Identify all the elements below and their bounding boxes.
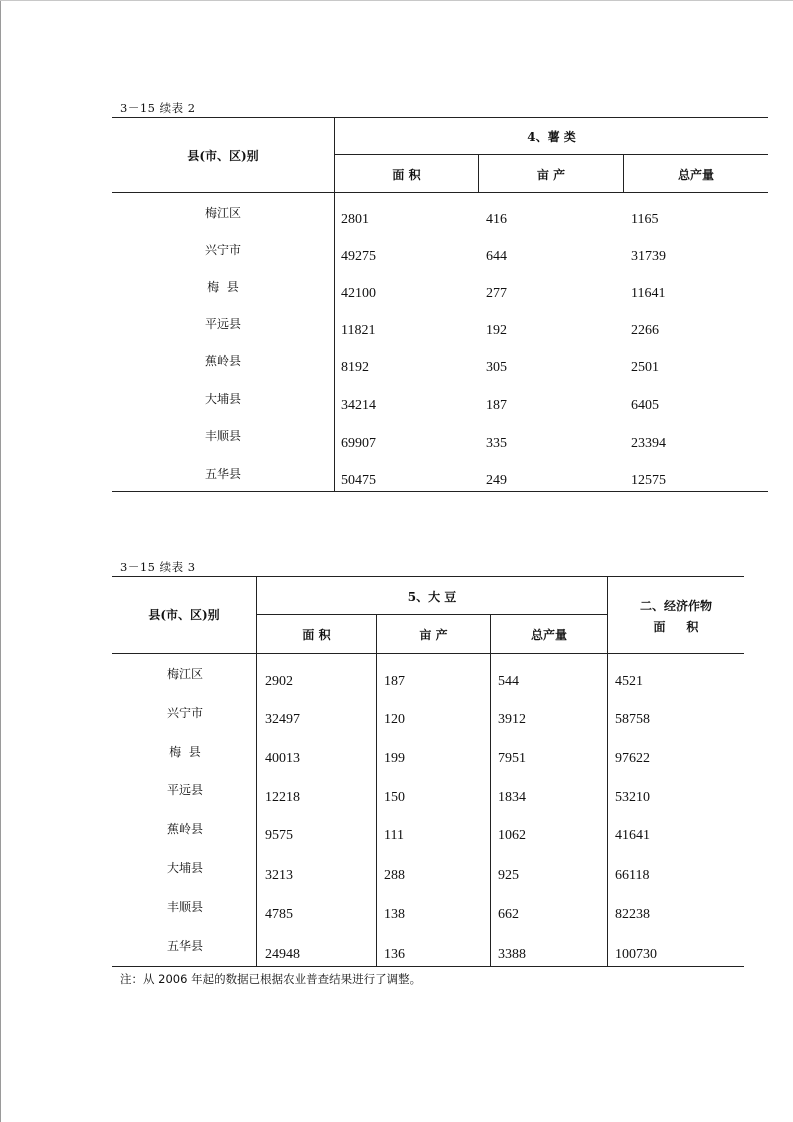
bottom-rule: [112, 966, 744, 967]
total-value: 2266: [631, 323, 659, 338]
county-name: 蕉岭县: [166, 822, 203, 836]
county-name: 五华县: [204, 467, 241, 481]
econ-area-value: 41641: [615, 828, 650, 843]
bottom-rule: [112, 491, 768, 492]
table-caption: 3－15 续表 2: [120, 101, 196, 115]
econ-area-value: 58758: [615, 712, 650, 727]
area-value: 12218: [265, 790, 300, 805]
county-name: 梅 县: [207, 280, 239, 294]
econ-area-value: 66118: [615, 868, 650, 883]
group-header-tubers: 4、薯 类: [527, 130, 576, 144]
area-value: 8192: [341, 360, 369, 375]
header-bottom-rule: [112, 653, 744, 654]
total-value: 23394: [631, 436, 666, 451]
total-value: 3388: [498, 947, 526, 962]
page-left-border: [0, 0, 1, 1122]
total-value: 1834: [498, 790, 526, 805]
column-divider: [376, 614, 377, 967]
yield-value: 136: [384, 947, 405, 962]
area-value: 40013: [265, 751, 300, 766]
county-name: 兴宁市: [166, 706, 203, 720]
total-value: 12575: [631, 473, 666, 488]
county-name: 大埔县: [166, 861, 203, 875]
col-header-total: 总产量: [677, 168, 714, 182]
county-name: 丰顺县: [204, 429, 241, 443]
yield-value: 138: [384, 907, 405, 922]
col-header-area: 面 积: [302, 628, 331, 642]
total-value: 544: [498, 674, 519, 689]
county-name: 平远县: [204, 317, 241, 331]
yield-value: 111: [384, 828, 404, 843]
yield-value: 150: [384, 790, 405, 805]
area-value: 50475: [341, 473, 376, 488]
col-header-area: 面 积: [392, 168, 421, 182]
page-top-border: [0, 0, 793, 1]
area-value: 42100: [341, 286, 376, 301]
group-rule: [335, 154, 768, 155]
row-header: 县(市、区)别: [148, 608, 220, 622]
total-value: 662: [498, 907, 519, 922]
total-value: 7951: [498, 751, 526, 766]
area-value: 2902: [265, 674, 293, 689]
county-name: 梅江区: [166, 667, 203, 681]
econ-area-value: 82238: [615, 907, 650, 922]
total-value: 31739: [631, 249, 666, 264]
table-caption: 3－15 续表 3: [120, 560, 196, 574]
area-value: 24948: [265, 947, 300, 962]
yield-value: 416: [486, 212, 507, 227]
yield-value: 305: [486, 360, 507, 375]
yield-value: 644: [486, 249, 507, 264]
total-value: 1165: [631, 212, 659, 227]
area-value: 11821: [341, 323, 376, 338]
top-rule: [112, 576, 744, 577]
yield-value: 199: [384, 751, 405, 766]
header-bottom-rule: [112, 192, 768, 193]
area-value: 32497: [265, 712, 300, 727]
col-header-yield: 亩 产: [419, 628, 448, 642]
area-value: 49275: [341, 249, 376, 264]
yield-value: 249: [486, 473, 507, 488]
top-rule: [112, 117, 768, 118]
county-name: 蕉岭县: [204, 354, 241, 368]
yield-value: 187: [486, 398, 507, 413]
row-header: 县(市、区)别: [187, 149, 259, 163]
area-value: 69907: [341, 436, 376, 451]
county-name: 大埔县: [204, 392, 241, 406]
area-value: 3213: [265, 868, 293, 883]
total-value: 1062: [498, 828, 526, 843]
econ-area-value: 97622: [615, 751, 650, 766]
column-divider: [490, 614, 491, 967]
col-header-economic-crops: 二、经济作物: [639, 599, 712, 613]
table-footnote: 注：从 2006 年起的数据已根据农业普查结果进行了调整。: [120, 972, 422, 986]
area-value: 9575: [265, 828, 293, 843]
yield-value: 288: [384, 868, 405, 883]
col-header-yield: 亩 产: [536, 168, 566, 182]
yield-value: 192: [486, 323, 507, 338]
total-value: 11641: [631, 286, 666, 301]
group-header-soybean: 5、大 豆: [407, 590, 457, 604]
econ-area-value: 53210: [615, 790, 650, 805]
econ-area-value: 4521: [615, 674, 643, 689]
col-header-total: 总产量: [530, 628, 567, 642]
county-name: 梅江区: [204, 206, 241, 220]
county-name: 五华县: [166, 939, 203, 953]
area-value: 2801: [341, 212, 369, 227]
total-value: 6405: [631, 398, 659, 413]
yield-value: 335: [486, 436, 507, 451]
econ-area-value: 100730: [615, 947, 657, 962]
col-header-economic-area: 面 积: [653, 620, 699, 634]
county-name: 梅 县: [169, 745, 201, 759]
county-name: 兴宁市: [204, 243, 241, 257]
total-value: 3912: [498, 712, 526, 727]
county-name: 丰顺县: [166, 900, 203, 914]
area-value: 34214: [341, 398, 376, 413]
yield-value: 187: [384, 674, 405, 689]
total-value: 925: [498, 868, 519, 883]
yield-value: 277: [486, 286, 507, 301]
area-value: 4785: [265, 907, 293, 922]
county-name: 平远县: [166, 783, 203, 797]
yield-value: 120: [384, 712, 405, 727]
total-value: 2501: [631, 360, 659, 375]
group-rule: [257, 614, 607, 615]
